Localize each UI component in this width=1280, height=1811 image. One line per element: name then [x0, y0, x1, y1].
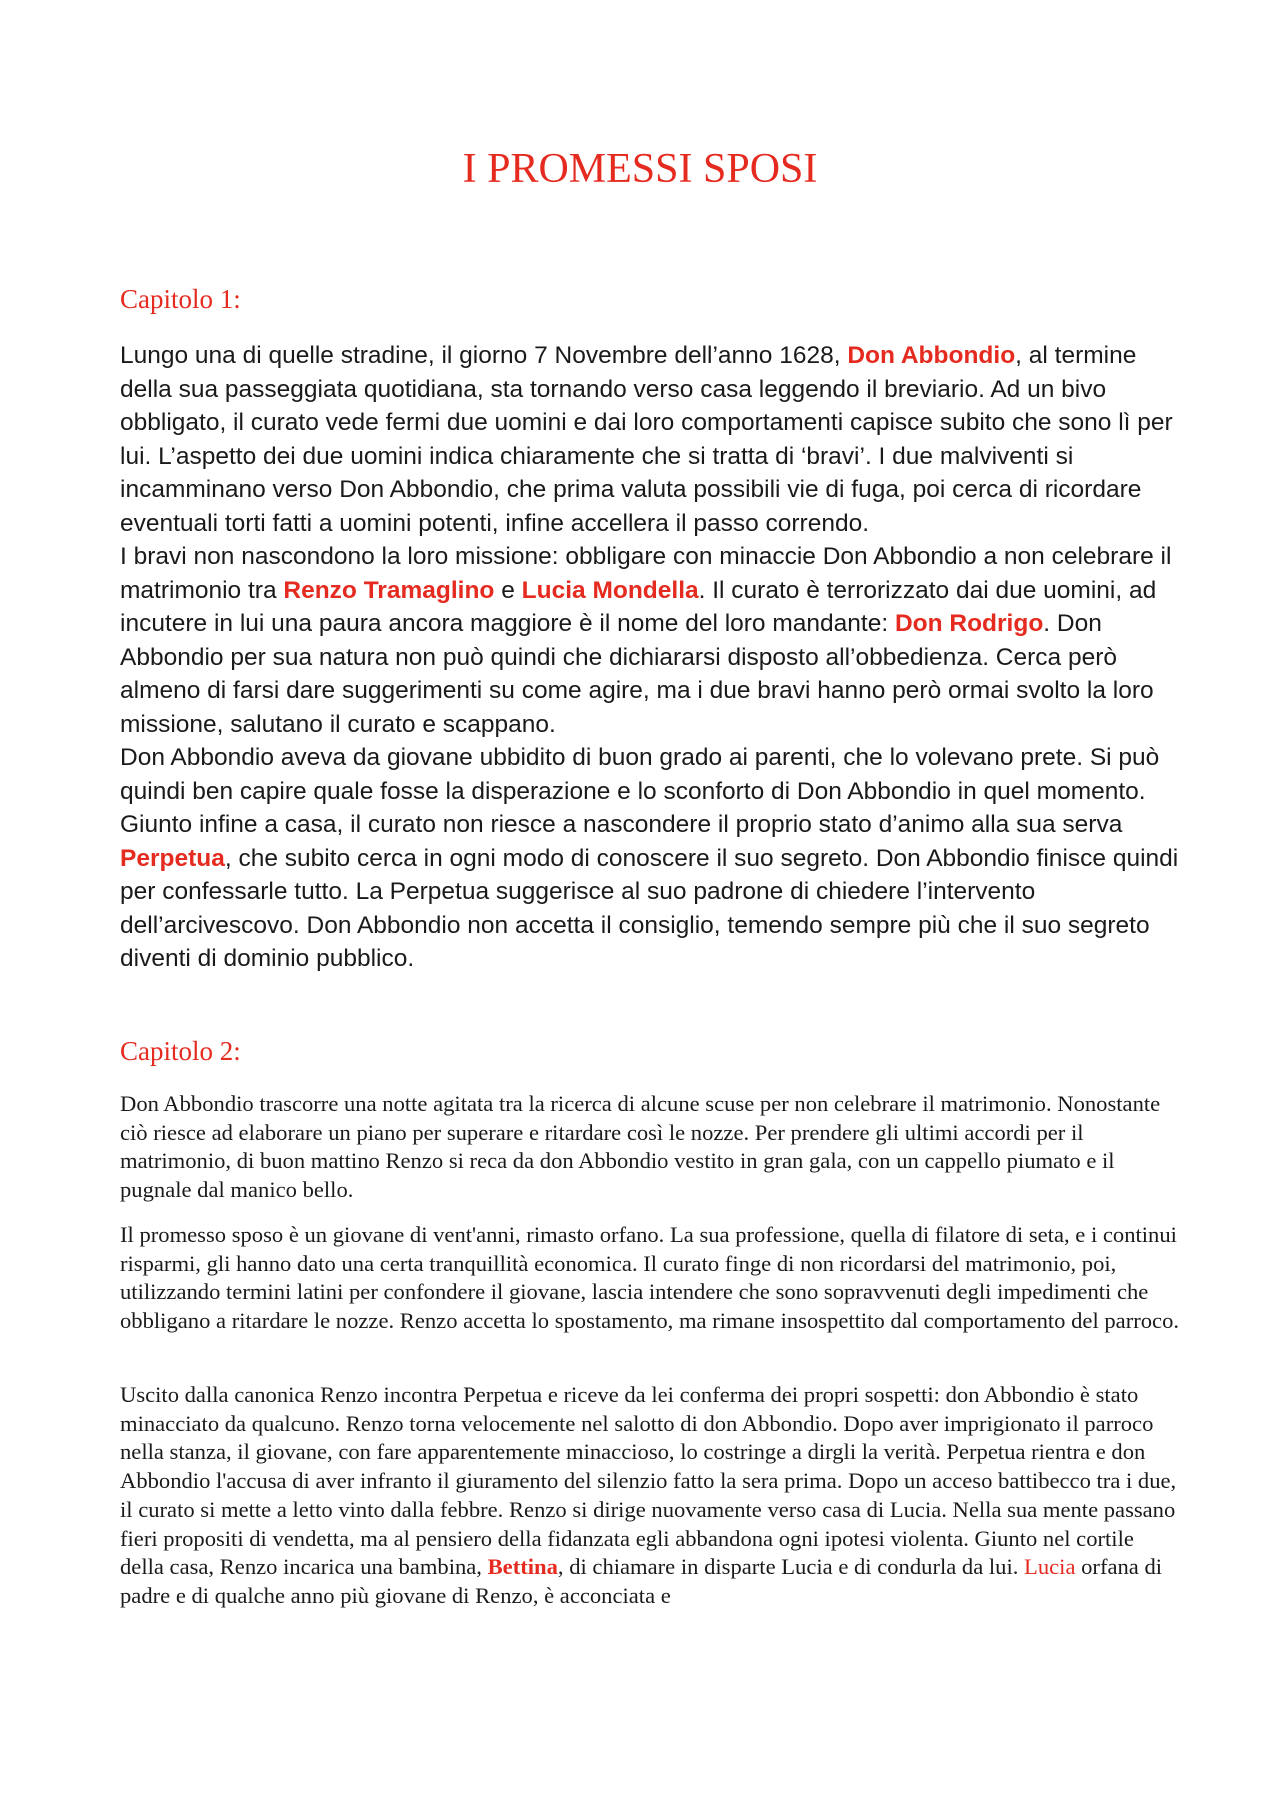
text-run: Uscito dalla canonica Renzo incontra Perpetua e riceve da lei conferma dei propri sospetti: don Abbondio è stato minacciato da qualcuno. Renzo torna velocemente nel salotto di don Abbondio. Dopo aver imprigionato il parroco nella stanza, il giovane, con fare apparentemente minaccioso, lo costringe a dirgli la verità. Perpetua rientra e don Abbondio l'accusa di aver infranto il giuramento del silenzio fatto la sera prima. Dopo un acceso battibecco tra i due, il curato si mette a letto vinto dalla febbre. Renzo si dirige nuovamente verso casa di Lucia. Nella sua mente passano fieri propositi di vendetta, ma al pensiero della fidanzata egli abbandona ogni ipotesi violenta. Giunto nel cortile della casa, Renzo incarica una bambina,	[120, 1382, 1177, 1580]
text-run: , che subito cerca in ogni modo di conoscere il suo segreto. Don Abbondio finisce quindi per confessarle tutto. La Perpetua suggerisce al suo padrone di chiedere l’intervento dell’arcivescovo. Don Abbondio non accetta il consiglio, temendo sempre più che il suo segreto diventi di dominio pubblico.	[120, 844, 1179, 972]
chapter-2-paragraph-2	[120, 1221, 1180, 1336]
text-run: Il promesso sposo è un giovane di vent'anni, rimasto orfano. La sua professione, quella di filatore di seta, e i continui risparmi, gli hanno dato una certa tranquillità economica. Il curato finge di non ricordarsi del matrimonio, poi, utilizzando termini latini per confondere il giovane, lascia intendere che sono sopravvenuti degli impedimenti che obbligano a ritardare le nozze. Renzo accetta lo spostamento, ma rimane insospettito dal comportamento del parroco.	[120, 1222, 1180, 1334]
text-run: , al termine della sua passeggiata quotidiana, sta tornando verso casa leggendo il breviario. Ad un bivo obbligato, il curato vede fermi due uomini e dai loro comportamenti capisce subito che sono lì per lui. L’aspetto dei due uomini indica chiaramente che si tratta di ‘bravi’. I due malviventi si incamminano verso Don Abbondio, che prima valuta possibili vie di fuga, poi cerca di ricordare eventuali torti fatti a uomini potenti, infine accellera il passo correndo.	[120, 342, 1173, 537]
chapter-1-heading: Capitolo 1:	[120, 284, 241, 314]
text-run: . Don Abbondio per sua natura non può quindi che dichiararsi disposto all’obbedienza. Cerca però almeno di farsi dare suggerimenti su come agire, ma i due bravi hanno però ormai svolto la loro missione, salutano il curato e scappano.	[120, 610, 1154, 738]
highlighted-name: Perpetua	[120, 844, 225, 872]
text-run: orfana di padre e di qualche anno più giovane di Renzo, è acconciata e	[120, 1554, 1163, 1608]
text-run: Don Abbondio aveva da giovane ubbidito di buon grado ai parenti, che lo volevano prete. Si può quindi ben capire quale fosse la disperazione e lo sconforto di Don Abbondio in quel momento. Giunto infine a casa, il curato non riesce a nascondere il proprio stato d’animo alla sua serva	[120, 744, 1160, 838]
highlighted-name: Renzo Tramaglino	[283, 576, 495, 604]
chapter-2-heading: Capitolo 2:	[120, 1036, 241, 1066]
chapter-2-paragraph-3	[120, 1381, 1180, 1611]
document-title: I PROMESSI SPOSI	[462, 146, 818, 192]
text-run: e	[494, 576, 522, 604]
chapter-1-paragraph	[120, 339, 1180, 976]
highlighted-name: Bettina	[487, 1554, 558, 1580]
text-run: Lungo una di quelle stradine, il giorno 7 Novembre dell’anno 1628,	[120, 342, 848, 369]
highlighted-name: Lucia Mondella	[521, 576, 699, 604]
chapter-2-paragraph-1	[120, 1090, 1180, 1205]
text-run: , di chiamare in disparte Lucia e di condurla da lui.	[557, 1554, 1025, 1580]
text-run: I bravi non nascondono la loro missione: obbligare con minaccie Don Abbondio a non celebrare il matrimonio tra	[120, 543, 1172, 604]
text-run: . Il curato è terrorizzato dai due uomini, ad incutere in lui una paura ancora maggiore è il nome del loro mandante:	[120, 576, 1157, 637]
highlighted-name: Don Rodrigo	[894, 610, 1044, 637]
text-run: Don Abbondio trascorre una notte agitata tra la ricerca di alcune scuse per non celebrare il matrimonio. Nonostante ciò riesce ad elaborare un piano per superare e ritardare così le nozze. Per prendere gli ultimi accordi per il matrimonio, di buon mattino Renzo si reca da don Abbondio vestito in gran gala, con un cappello piumato e il pugnale dal manico bello.	[120, 1091, 1161, 1203]
highlighted-name: Lucia	[1024, 1554, 1076, 1580]
highlighted-name: Don Abbondio	[847, 342, 1016, 369]
